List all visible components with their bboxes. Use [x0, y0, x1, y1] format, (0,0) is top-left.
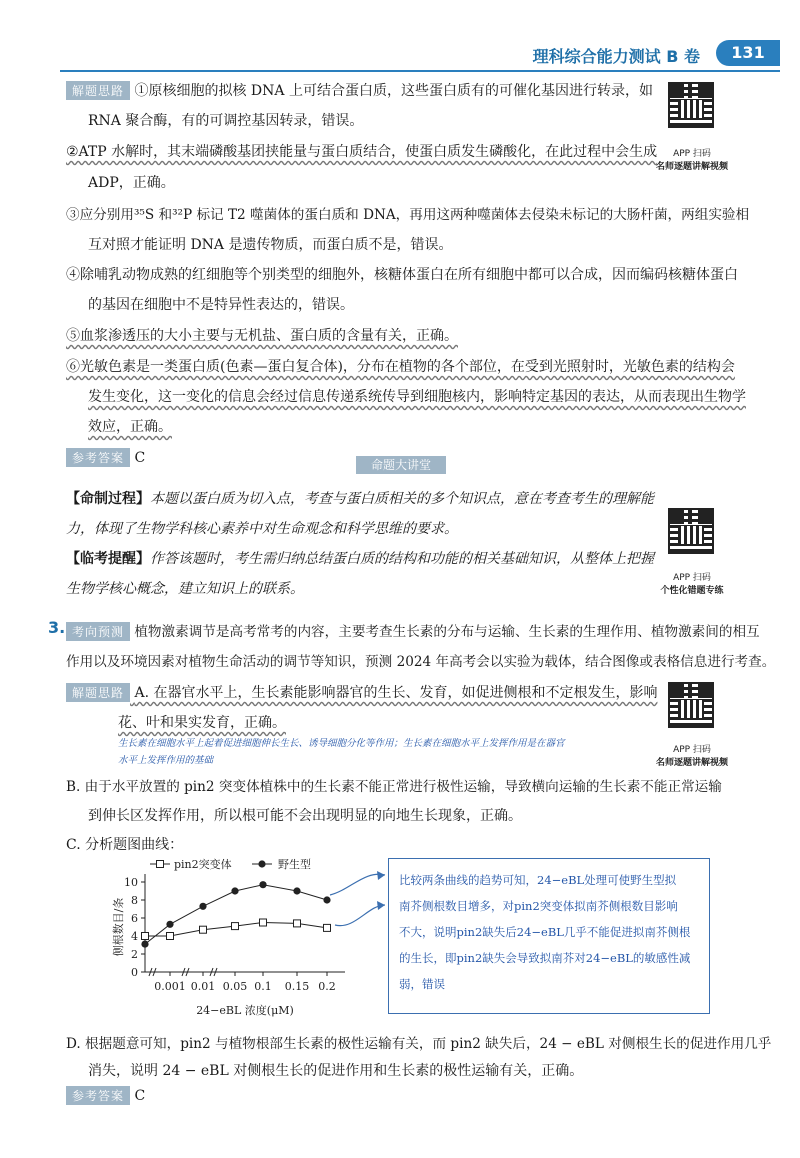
qr-caption-2: APP 扫码 个性化错题专练	[660, 573, 724, 596]
tip-line-2: 生物学核心概念，建立知识上的联系。	[66, 581, 304, 597]
data-point-pin2	[142, 933, 149, 940]
note-line-3: 不大，说明pin2缺失后24−eBL几乎不能促进拟南芥侧根	[399, 925, 691, 939]
handwritten-note-2: 水平上发挥作用的基础	[118, 755, 214, 766]
legend-marker-wildtype	[258, 860, 265, 867]
arrow-to-wildtype	[330, 874, 385, 895]
q2-line-6: 互对照才能证明 DNA 是遗传物质，而蛋白质不是，错误。	[88, 237, 453, 253]
y-tick-label: 6	[131, 912, 138, 925]
arrow-to-mutant	[335, 905, 385, 926]
note-line-4: 的生长，即pin2缺失会导致拟南芥对24−eBL的敏感性减	[399, 951, 691, 965]
q2-line-11: 发生变化，这一变化的信息会经过信息传递系统传导到细胞核内，影响特定基因的表达，从而表现出生物学	[88, 389, 746, 405]
data-point-wildtype	[199, 903, 206, 910]
qr-caption-1: APP 扫码 名师逐题讲解视频	[655, 149, 728, 172]
handwritten-note-1: 生长素在细胞水平上起着促进细胞伸长生长、诱导细胞分化等作用；生长素在细胞水平上发挥作用是在器官	[118, 738, 565, 749]
data-point-wildtype	[259, 881, 266, 888]
data-point-pin2	[200, 926, 207, 933]
focus-line-2: 作用以及环境因素对植物生命活动的调节等知识，预测 2024 年高考会以实验为载体，结合图像或表格信息进行考查。	[66, 654, 776, 670]
data-point-pin2	[324, 924, 331, 931]
q2-line-4: ADP，正确。	[88, 175, 175, 191]
q3-b-line-1: B. 由于水平放置的 pin2 突变体植株中的生长素不能正常进行极性运输，导致横向运输的生长素不能正常运输	[66, 779, 722, 795]
process-line-1: 【命制过程】本题以蛋白质为切入点，考查与蛋白质相关的多个知识点，意在考查考生的理解能	[66, 491, 654, 507]
q3-a-line-1: 解题思路 A. 在器官水平上，生长素能影响器官的生长、发育，如促进侧根和不定根发生，影响	[66, 682, 657, 702]
focus-tag: 考向预测	[66, 622, 130, 641]
legend-label-wildtype: 野生型	[278, 858, 311, 871]
series-line-wildtype	[145, 885, 327, 944]
legend-marker-pin2	[157, 861, 164, 868]
focus-line-1: 考向预测 植物激素调节是高考常考的内容，主要考查生长素的分布与运输、生长素的生理作用、植物激素间的相互	[66, 620, 760, 641]
data-point-wildtype	[231, 887, 238, 894]
data-point-wildtype	[323, 896, 330, 903]
data-point-pin2	[260, 919, 267, 926]
data-point-wildtype	[166, 921, 173, 928]
data-point-pin2	[294, 920, 301, 927]
q2-line-2: RNA 聚合酶，有的可调控基因转录，错误。	[88, 113, 364, 129]
x-axis-break-1	[149, 968, 156, 976]
qr-code-2[interactable]	[668, 508, 714, 554]
arrow-head-2	[377, 901, 385, 910]
y-tick-label: 0	[131, 966, 138, 979]
analysis-tag: 解题思路	[66, 81, 130, 100]
y-tick-label: 10	[124, 876, 138, 889]
annotation-box	[388, 858, 710, 1014]
note-line-2: 南芥侧根数目增多，对pin2突变体拟南芥侧根数目影响	[399, 899, 678, 913]
data-point-pin2	[232, 923, 239, 930]
q2-line-1: ①原核细胞的拟核 DNA 上可结合蛋白质，这些蛋白质有的可催化基因进行转录，如	[134, 83, 653, 99]
data-point-wildtype	[141, 941, 148, 948]
q2-line-7: ④除哺乳动物成熟的红细胞等个别类型的细胞外，核糖体蛋白在所有细胞中都可以合成，因而编码核糖体蛋白	[66, 267, 738, 283]
x-tick-label: 0.15	[284, 980, 310, 993]
q3-d-line-1: D. 根据题意可知，pin2 与植物根部生长素的极性运输有关，而 pin2 缺失后，24 − eBL 对侧根生长的促进作用几乎	[66, 1036, 772, 1052]
x-tick-label: 0.1	[254, 980, 272, 993]
qr-caption-3: APP 扫码 名师逐题讲解视频	[655, 745, 728, 768]
y-tick-label: 2	[131, 948, 138, 961]
header-title: 理科综合能力测试 B 卷	[532, 47, 700, 66]
note-line-5: 弱，错误	[399, 977, 445, 991]
header-divider	[60, 70, 780, 72]
q2-line-3: ②ATP 水解时，其末端磷酸基团挟能量与蛋白质结合，使蛋白质发生磷酸化，在此过程中会生成	[66, 144, 658, 160]
analysis-tag-2: 解题思路	[66, 683, 130, 702]
q2-line-9: ⑤血浆渗透压的大小主要与无机盐、蛋白质的含量有关，正确。	[66, 328, 458, 344]
q3-c-line-1: C. 分析题图曲线：	[66, 837, 184, 853]
page-number: 131	[716, 40, 780, 66]
q2-line-10: ⑥光敏色素是一类蛋白质(色素—蛋白复合体)，分布在植物的各个部位，在受到光照射时，光敏色素的结构会	[66, 359, 735, 375]
x-axis-break-2	[182, 968, 189, 976]
q3-a-line-2: 花、叶和果实发育，正确。	[118, 715, 286, 731]
q2-line-5: ③应分别用³⁵S 和³²P 标记 T2 噬菌体的蛋白质和 DNA，再用这两种噬菌体去侵染未标记的大肠杆菌，两组实验相	[66, 207, 750, 223]
q3-d-line-2: 消失，说明 24 − eBL 对侧根生长的促进作用和生长素的极性运输有关，正确。	[88, 1063, 584, 1079]
x-tick-label: 0.05	[222, 980, 248, 993]
q2-line-12: 效应，正确。	[88, 419, 172, 435]
data-point-pin2	[167, 933, 174, 940]
qr-code-1[interactable]	[668, 82, 714, 128]
question-number: 3.	[48, 618, 66, 637]
qr-code-3[interactable]	[668, 682, 714, 728]
y-axis-label: 侧根数目/条	[112, 897, 125, 957]
note-line-1: 比较两条曲线的趋势可知，24−eBL处理可使野生型拟	[399, 873, 677, 887]
y-tick-label: 8	[131, 894, 138, 907]
q3-b-line-2: 到伸长区发挥作用，所以根可能不会出现明显的向地生长现象，正确。	[88, 808, 522, 824]
x-tick-label: 0.01	[190, 980, 216, 993]
q2-answer: C	[134, 450, 146, 466]
x-tick-label: 0.001	[154, 980, 186, 993]
y-tick-label: 4	[131, 930, 138, 943]
tip-line-1: 【临考提醒】作答该题时，考生需归纳总结蛋白质的结构和功能的相关基础知识，从整体上把握	[66, 551, 654, 567]
analysis-line-1	[66, 80, 653, 100]
q3-answer: C	[134, 1088, 146, 1104]
process-line-2: 力，体现了生物学科核心素养中对生命观念和科学思维的要求。	[66, 521, 458, 537]
section-banner: 命题大讲堂	[356, 456, 446, 474]
answer-tag-2: 参考答案	[66, 1086, 130, 1105]
q2-answer-row	[66, 448, 145, 467]
x-axis-break-3	[210, 968, 217, 976]
x-tick-label: 0.2	[318, 980, 336, 993]
series-line-pin2	[145, 923, 327, 937]
q3-answer-row	[66, 1086, 145, 1105]
data-point-wildtype	[293, 887, 300, 894]
q2-line-8: 的基因在细胞中不是特异性表达的，错误。	[88, 297, 354, 313]
x-axis-label: 24−eBL 浓度(μM)	[196, 1004, 294, 1017]
answer-tag: 参考答案	[66, 448, 130, 467]
arrow-head-1	[377, 871, 385, 880]
legend-label-pin2: pin2突变体	[174, 858, 232, 871]
